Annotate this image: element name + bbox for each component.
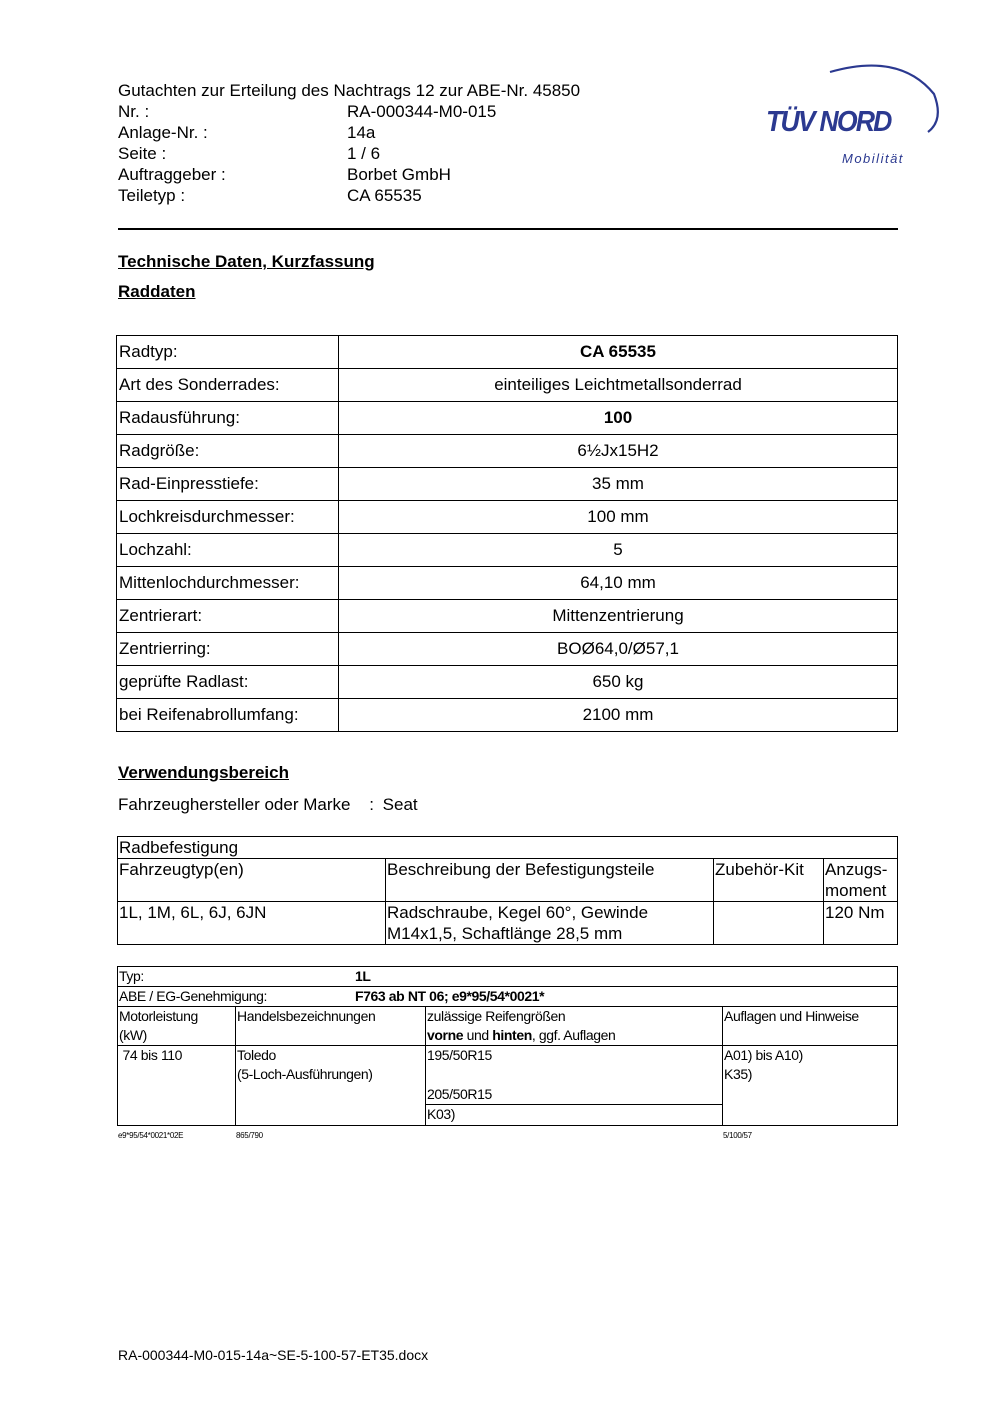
- footnote-code: 865/790: [236, 1131, 263, 1140]
- cell-beschreibung: [386, 902, 714, 945]
- auflagen-line: A01) bis A10): [724, 1047, 803, 1063]
- handel-line: (5-Loch-Ausführungen): [237, 1066, 373, 1082]
- table-row: [117, 369, 898, 402]
- row-label: Radtyp:: [117, 336, 339, 369]
- row-value: 6½Jx15H2: [339, 435, 898, 468]
- row-value: 100: [339, 402, 898, 435]
- header-value: CA 65535: [347, 186, 422, 205]
- header-cell: Fahrzeugtyp(en): [118, 859, 386, 902]
- header-handel: Handelsbezeichnungen: [236, 1007, 426, 1046]
- beschreibung-line: Radschraube, Kegel 60°, Gewinde: [387, 903, 649, 922]
- hersteller-label: Fahrzeughersteller oder Marke: [118, 795, 351, 814]
- table-title-row: [118, 837, 898, 859]
- header-key: Seite :: [118, 144, 167, 163]
- row-label: Rad-Einpresstiefe:: [117, 468, 339, 501]
- row-value: 100 mm: [339, 501, 898, 534]
- header-line: zulässige Reifengrößen: [427, 1008, 566, 1024]
- header-field-teiletyp: [118, 185, 580, 206]
- row-label: Radausführung:: [117, 402, 339, 435]
- header-cell: Beschreibung der Befestigungsteile: [386, 859, 714, 902]
- footnote-abe: e9*95/54*0021*02E: [118, 1131, 184, 1140]
- radbefestigung-table: [117, 836, 898, 945]
- cell-motor: 74 bis 110: [118, 1046, 236, 1126]
- row-value: Mittenzentrierung: [339, 600, 898, 633]
- reifen-line: K03): [427, 1106, 455, 1122]
- table-row: [117, 435, 898, 468]
- header-auflagen: Auflagen und Hinweise: [723, 1007, 898, 1046]
- row-value: BOØ64,0/Ø57,1: [339, 633, 898, 666]
- row-label: Lochzahl:: [117, 534, 339, 567]
- typ-data-row: [118, 1046, 898, 1126]
- hersteller-separator: :: [369, 795, 374, 814]
- header-key: Anlage-Nr. :: [118, 123, 208, 142]
- abe-row: [118, 987, 898, 1007]
- header-moment-line: Anzugs-: [825, 860, 888, 879]
- header-key: Teiletyp :: [118, 186, 186, 205]
- typ-row: [118, 967, 898, 987]
- typ-header-row: [118, 1007, 898, 1046]
- table-header-row: [118, 859, 898, 902]
- raddaten-table: [116, 335, 898, 732]
- header-line: [427, 1026, 721, 1045]
- header-line: (kW): [119, 1027, 147, 1043]
- row-value: 5: [339, 534, 898, 567]
- header-key: Auftraggeber :: [118, 165, 226, 184]
- header-value: Borbet GmbH: [347, 165, 451, 184]
- header-rest: , ggf. Auflagen: [531, 1027, 616, 1043]
- cell-kit: [714, 902, 824, 945]
- auflagen-line: K35): [724, 1066, 752, 1082]
- table-row: [117, 666, 898, 699]
- typ-cell: [118, 967, 898, 987]
- row-label: Lochkreisdurchmesser:: [117, 501, 339, 534]
- header-value: 14a: [347, 123, 376, 142]
- header-hinten: hinten: [492, 1027, 532, 1043]
- handel-line: Toledo: [237, 1047, 276, 1063]
- document-header: [118, 80, 580, 206]
- row-value: 2100 mm: [339, 699, 898, 732]
- hersteller-value: Seat: [382, 795, 418, 814]
- header-field-nr: [118, 101, 580, 122]
- beschreibung-line: M14x1,5, Schaftlänge 28,5 mm: [387, 924, 623, 943]
- table-row: [117, 600, 898, 633]
- abe-value: F763 ab NT 06; e9*95/54*0021*: [355, 988, 545, 1004]
- header-value: RA-000344-M0-015: [347, 102, 497, 121]
- typ-table: [117, 966, 898, 1126]
- logo-brand: TÜV NORD: [766, 106, 891, 138]
- row-value: 650 kg: [339, 666, 898, 699]
- cell-moment: 120 Nm: [824, 902, 898, 945]
- header-key: Nr. :: [118, 102, 150, 121]
- table-title: Radbefestigung: [118, 837, 898, 859]
- row-label: Radgröße:: [117, 435, 339, 468]
- header-motor: [118, 1007, 236, 1046]
- footer-filename: RA-000344-M0-015-14a~SE-5-100-57-ET35.docx: [118, 1347, 429, 1363]
- row-label: Zentrierring:: [117, 633, 339, 666]
- heading-verwendungsbereich: Verwendungsbereich: [118, 763, 289, 782]
- table-row: [117, 468, 898, 501]
- table-row: [117, 534, 898, 567]
- typ-value: 1L: [355, 968, 371, 984]
- table-row: [118, 902, 898, 945]
- heading-technische-daten: Technische Daten, Kurzfassung: [118, 252, 375, 271]
- header-vorne: vorne: [427, 1027, 464, 1043]
- cell-reifen: [426, 1046, 723, 1126]
- header-reifen: [426, 1007, 723, 1046]
- table-row: [117, 567, 898, 600]
- tuev-nord-logo: [760, 58, 940, 170]
- row-label: bei Reifenabrollumfang:: [117, 699, 339, 732]
- header-line: Motorleistung: [119, 1008, 198, 1024]
- header-moment-line: moment: [825, 881, 887, 900]
- table-row: [117, 501, 898, 534]
- header-cell: Zubehör-Kit: [714, 859, 824, 902]
- header-field-auftraggeber: [118, 164, 580, 185]
- abe-label: ABE / EG-Genehmigung:: [119, 988, 268, 1004]
- header-und: und: [463, 1027, 493, 1043]
- row-value: einteiliges Leichtmetallsonderrad: [339, 369, 898, 402]
- document-title: Gutachten zur Erteilung des Nachtrags 12 zur ABE-Nr. 45850: [118, 81, 581, 100]
- row-label: geprüfte Radlast:: [117, 666, 339, 699]
- logo-subtitle: Mobilität: [842, 151, 904, 166]
- cell-handel: [236, 1046, 426, 1126]
- footnote-bolt: 5/100/57: [723, 1131, 752, 1140]
- typ-label: Typ:: [119, 968, 144, 984]
- row-value: CA 65535: [339, 336, 898, 369]
- table-row: [117, 633, 898, 666]
- header-cell-moment: [824, 859, 898, 902]
- table-row: [117, 336, 898, 369]
- abe-cell: [118, 987, 898, 1007]
- row-label: Art des Sonderrades:: [117, 369, 339, 402]
- table-row: [117, 699, 898, 732]
- reifen-line: 195/50R15: [427, 1047, 492, 1063]
- table-row: [117, 402, 898, 435]
- cell-typen: 1L, 1M, 6L, 6J, 6JN: [118, 902, 386, 945]
- header-field-anlage: [118, 122, 580, 143]
- hersteller-line: [118, 795, 418, 815]
- header-divider: [118, 228, 898, 230]
- row-value: 35 mm: [339, 468, 898, 501]
- header-value: 1 / 6: [347, 144, 381, 163]
- heading-raddaten: Raddaten: [118, 282, 196, 301]
- cell-auflagen: [723, 1046, 898, 1126]
- row-label: Mittenlochdurchmesser:: [117, 567, 339, 600]
- reifen-line: 205/50R15: [426, 1085, 722, 1105]
- row-value: 64,10 mm: [339, 567, 898, 600]
- header-field-seite: [118, 143, 580, 164]
- row-label: Zentrierart:: [117, 600, 339, 633]
